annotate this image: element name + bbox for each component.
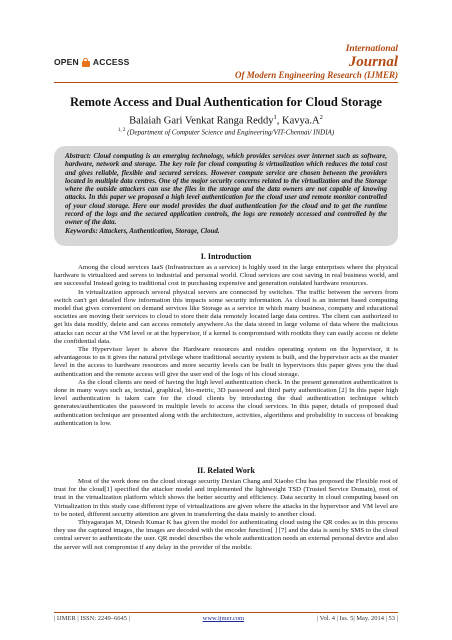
intro-paragraph: Among the cloud services IaaS (Infrastructure as a service) is highly used in the large enterprises where the physical hardware is virtualized and serves to industrial and personal world. Cloud services are cost saving in real business world, and are successful Instead going to traditional cost in purchasing expensive and generation outdated hardware resources. [54,264,398,288]
footer-website-link[interactable]: www.ijmer.com [202,615,245,622]
related-work-paragraph: Thiyagarajan M, Dinesh Kumar K has given the model for authenticating cloud using the QR codes as in this process they use the captured images, the images are decoded with the encoder function[ ] [7] and the data is sent by SMS to the cloud central server to authenticate the user. QR model describes the whole authentication needs an external personal device and also the server will not compromise if any delay in the provider of the mobile. [54,519,398,551]
keywords-label: Keywords: [65,226,98,236]
keywords-line [65,227,387,236]
journal-line-1: International [345,44,398,54]
author-2-sup: 2 [319,114,323,121]
author-1: Balaiah Gari Venkat Ranga Reddy [129,115,274,127]
related-work-paragraph: Most of the work done on the cloud storage security Dexian Chang and Xiaobo Chu has proposed the Flexible root of trust for the cloud[1] specified the attacker model and implemented the lightweight TSD (Trusted Service Domain), root of trust in the virtualization platform which shows the better security and efficiency. Data security in cloud computing based on Virtualization in this study case different type of virtualizations are given where the attacks in the hypervisor and VM level are to be noted, different security attention are given in transferring the data mainly to another cloud. [54,478,398,518]
footer-volume-page: | Vol. 4 | Iss. 5| May. 2014 | 53 | [316,615,398,622]
author-1-sup: 1 [273,114,277,121]
section-heading-related-work: II. Related Work [197,466,255,475]
logo-text-access: ACCESS [92,57,130,67]
abstract-text: Cloud computing is an emerging technology, which provides services over internet such as software, hardware, network and storage. The key role for cloud computing is virtualization which reduces the total cost and gives reliable, flexible and secured services. However compute service are chosen between the providers located in multiple data centres. One of the major security concerns related to the virtualization and the Storage where the outside attackers can use the files in the storage and the data owners are not capable of knowing attacks. In this paper we proposed a high level authentication for the cloud user and remote monitor controlled of your cloud storage. Here our model provides the dual authentication for the cloud and to get the runtime record of the logs and the secured application controls, the logs are remotely accessed and controlled by the owner of the data. [65,153,387,226]
footer-rule [54,612,398,613]
keywords-text: Attackers, Authentication, Storage, Cloud. [99,228,220,236]
header-rule [54,82,398,83]
open-access-logo [54,55,130,69]
paper-authors [40,114,412,127]
intro-paragraph: As the cloud clients are need of having the high level authentication check. In the present generation authentication is done in many ways such as, textual, graphical, bio-metric, 3D password and third party authentication [2] In this paper high level authentication is taken care for the cloud clients by introducing the dual authentication technique which generates/authenticates the password in multiple levels to access the cloud services. In this paper, details of proposed dual authentication technique are presented along with the architecture, activities, algorithms and probability in success of breaking authentication is low. [54,378,398,427]
author-2: , Kavya.A [276,115,320,127]
paper-affiliation [40,128,412,136]
affiliation-sup: 1, 2 [117,128,126,133]
journal-name [235,44,398,81]
journal-line-3: Of Modern Engineering Research (IJMER) [234,70,398,80]
abstract-box [54,146,398,246]
abstract-label: Abstract: [65,153,92,160]
paper-title: Remote Access and Dual Authentication for Cloud Storage [70,95,382,109]
open-lock-icon [82,58,90,67]
page-footer [54,615,398,622]
intro-paragraph: In virtualization approach several physical servers are connected by switches. The traffic between the servers from switch can't get detailed flow information this impacts some security information. As cloud is an internet based computing model that gives convenient on demand services like Storage as a service in which many business, company and educational societies are moving their services to cloud to store their data remotely located large data centres. The client can authorized to get his data modify, delete and can access remotely anywhere.As the data stored in large volume of data where the malicious attacks can occur at the VM level or at the hypervisor, if a kernel is compromised with rootkits they can easily access or delete the confidential data. [54,288,398,345]
section-heading-introduction: I. Introduction [200,252,252,261]
footer-issn: | IJMER | ISSN: 2249–6645 | [54,615,130,622]
journal-line-2: Journal [348,54,398,70]
affiliation-text: (Department of Computer Science and Engineering/VIT-Chennai/ INDIA) [127,128,335,137]
logo-text-open: OPEN [54,57,79,67]
intro-paragraph: The Hypervisor layer is above the Hardware resources and resides operating system on the hypervisor, it is advantageous to us it gives the natural privilege where traditional security system is built, and the hypervisor acts as the master level in the access to hardware resources and more security levels can be built in hypervisors this paper gives you the dual authentication and the remote access will give the user end of the logs of his cloud storage. [54,346,398,378]
introduction-body [54,264,398,428]
related-work-body [54,478,398,552]
